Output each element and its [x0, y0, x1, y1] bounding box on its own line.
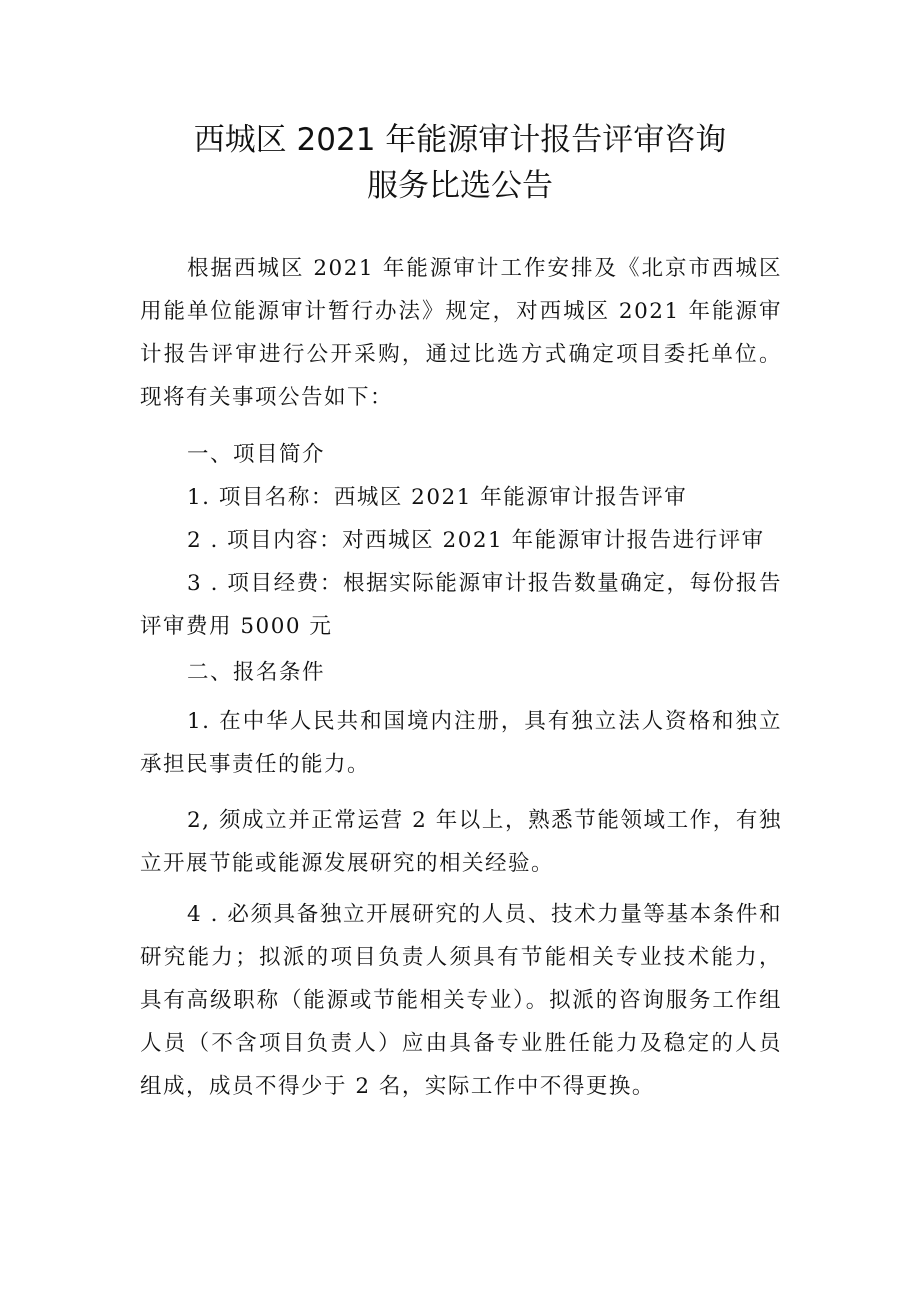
item-1-project-name: 1. 项目名称：西城区 2021 年能源审计报告评审: [187, 485, 688, 510]
item-3-project-budget: 3 . 项目经费：根据实际能源审计报告数量确定，每份报告评审费用 5000 元: [140, 571, 782, 639]
condition-4-paragraph: 4 . 必须具备独立开展研究的人员、技术力量等基本条件和研究能力；拟派的项目负责人须具有节能相关专业技术能力，具有高级职称（能源或节能相关专业）。拟派的咨询服务工作组人员（不含项目负责人）应由具备专业胜任能力及稳定的人员组成，成员不得少于 2 名，实际工作中不得更换。: [140, 902, 782, 1099]
document-title-line-2: 服务比选公告: [367, 168, 553, 204]
section-1-heading: 一、项目简介: [187, 442, 326, 467]
intro-paragraph: 根据西城区 2021 年能源审计工作安排及《北京市西城区用能单位能源审计暂行办法》规定，对西城区 2021 年能源审计报告评审进行公开采购，通过比选方式确定项目委托单位。现将有关事项公告如下：: [140, 256, 782, 410]
condition-2-paragraph: 2, 须成立并正常运营 2 年以上，熟悉节能领域工作，有独立开展节能或能源发展研究的相关经验。: [140, 808, 782, 876]
section-2-heading: 二、报名条件: [187, 660, 326, 685]
item-2-project-content: 2 . 项目内容：对西城区 2021 年能源审计报告进行评审: [187, 528, 765, 553]
document-title-line-1: 西城区 2021 年能源审计报告评审咨询: [193, 122, 727, 158]
condition-1-paragraph: 1. 在中华人民共和国境内注册，具有独立法人资格和独立承担民事责任的能力。: [140, 709, 782, 777]
